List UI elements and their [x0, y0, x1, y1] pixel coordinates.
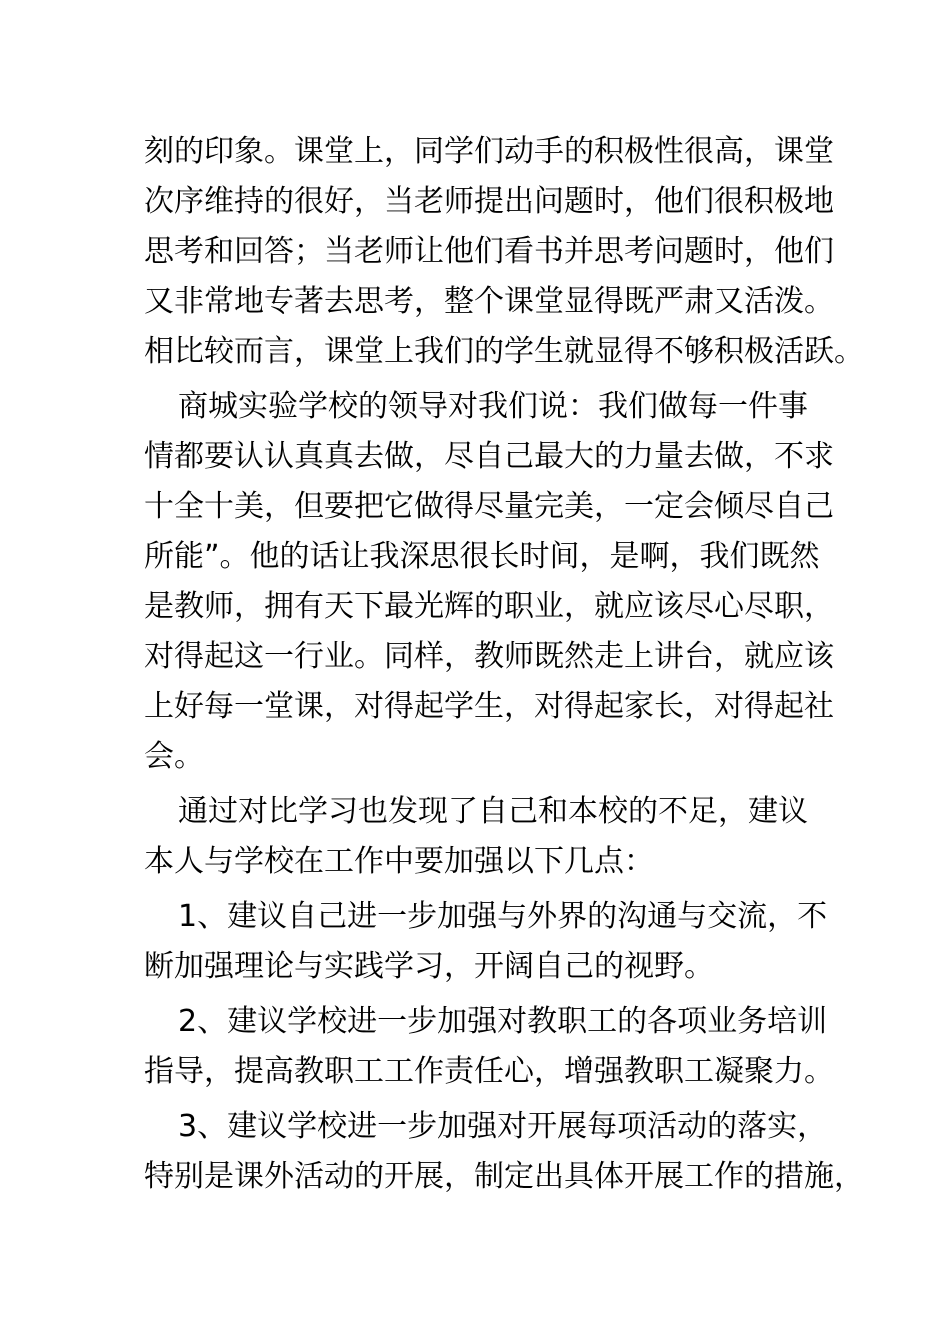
text-line: 十全十美，但要把它做得尽量完美，一定会倾尽自己	[144, 489, 834, 524]
text-line: 特别是课外活动的开展，制定出具体开展工作的措施，	[144, 1159, 864, 1194]
text-line: 本人与学校在工作中要加强以下几点：	[144, 844, 654, 879]
text-line: 情都要认认真真去做，尽自己最大的力量去做，不求	[144, 439, 834, 474]
text-line: 通过对比学习也发现了自己和本校的不足，建议	[178, 794, 808, 829]
text-line: 断加强理论与实践学习，开阔自己的视野。	[144, 949, 714, 984]
text-line: 会。	[144, 739, 204, 774]
text-line: 刻的印象。课堂上，同学们动手的积极性很高，课堂	[144, 134, 834, 169]
text-line: 次序维持的很好，当老师提出问题时，他们很积极地	[144, 184, 834, 219]
text-line: 思考和回答；当老师让他们看书并思考问题时，他们	[144, 234, 834, 269]
text-line: 所能”。他的话让我深思很长时间，是啊，我们既然	[144, 539, 820, 574]
text-line: 上好每一堂课，对得起学生，对得起家长，对得起社	[144, 689, 834, 724]
text-line: 是教师，拥有天下最光辉的职业，就应该尽心尽职，	[144, 589, 834, 624]
text-line: 又非常地专著去思考，整个课堂显得既严肃又活泼。	[144, 284, 834, 319]
text-line: 3、建议学校进一步加强对开展每项活动的落实，	[178, 1109, 828, 1144]
text-line: 指导，提高教职工工作责任心，增强教职工凝聚力。	[144, 1054, 834, 1089]
text-line: 商城实验学校的领导对我们说：我们做每一件事	[178, 389, 808, 424]
text-line: 2、建议学校进一步加强对教职工的各项业务培训	[178, 1004, 828, 1039]
text-line: 相比较而言，课堂上我们的学生就显得不够积极活跃。	[144, 334, 864, 369]
text-line: 对得起这一行业。同样，教师既然走上讲台，就应该	[144, 639, 834, 674]
text-line: 1、建议自己进一步加强与外界的沟通与交流，不	[178, 899, 828, 934]
